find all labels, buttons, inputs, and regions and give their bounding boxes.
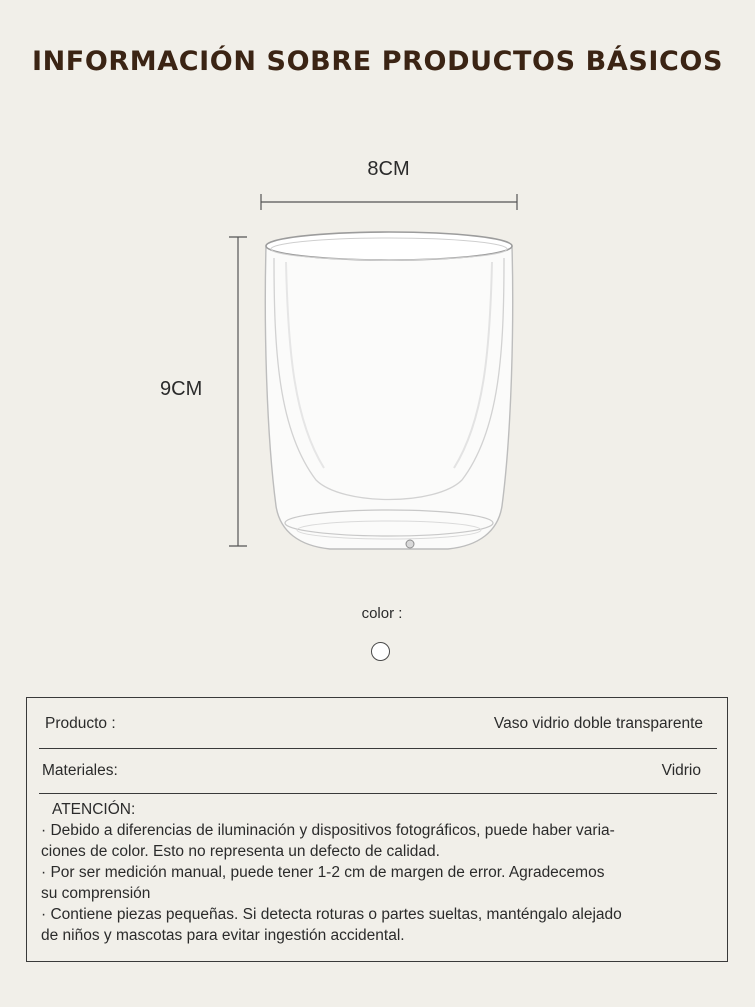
glass-cup-image <box>265 232 512 549</box>
product-label: Producto : <box>45 715 116 732</box>
materials-value: Vidrio <box>661 762 701 779</box>
product-value: Vaso vidrio doble transparente <box>493 715 703 732</box>
materials-label: Materiales: <box>42 762 118 779</box>
width-dimension-label: 8CM <box>367 158 410 180</box>
notice-heading: ATENCIÓN: <box>52 801 136 818</box>
width-dimension-line <box>261 194 517 210</box>
height-dimension-label: 9CM <box>160 378 203 400</box>
product-figure <box>220 180 540 570</box>
page-title: INFORMACIÓN SOBRE PRODUCTOS BÁSICOS <box>31 46 724 77</box>
row-divider <box>39 748 717 749</box>
notice-line: ciones de color. Esto no representa un defecto de calidad. <box>41 843 440 860</box>
notice-line: de niños y mascotas para evitar ingestión accidental. <box>41 927 405 944</box>
color-swatch-transparent[interactable] <box>371 642 390 661</box>
color-label: color : <box>361 605 403 622</box>
notice-line: · Debido a diferencias de iluminación y dispositivos fotográficos, puede haber varia- <box>41 822 615 839</box>
row-divider <box>39 793 717 794</box>
notice-line: · Por ser medición manual, puede tener 1-2 cm de margen de error. Agradecemos <box>41 864 605 881</box>
spec-table <box>26 697 728 962</box>
height-dimension-line <box>229 237 247 546</box>
notice-section <box>41 799 707 946</box>
notice-line: su comprensión <box>41 885 151 902</box>
notice-line: · Contiene piezas pequeñas. Si detecta roturas o partes sueltas, manténgalo alejado <box>41 906 622 923</box>
